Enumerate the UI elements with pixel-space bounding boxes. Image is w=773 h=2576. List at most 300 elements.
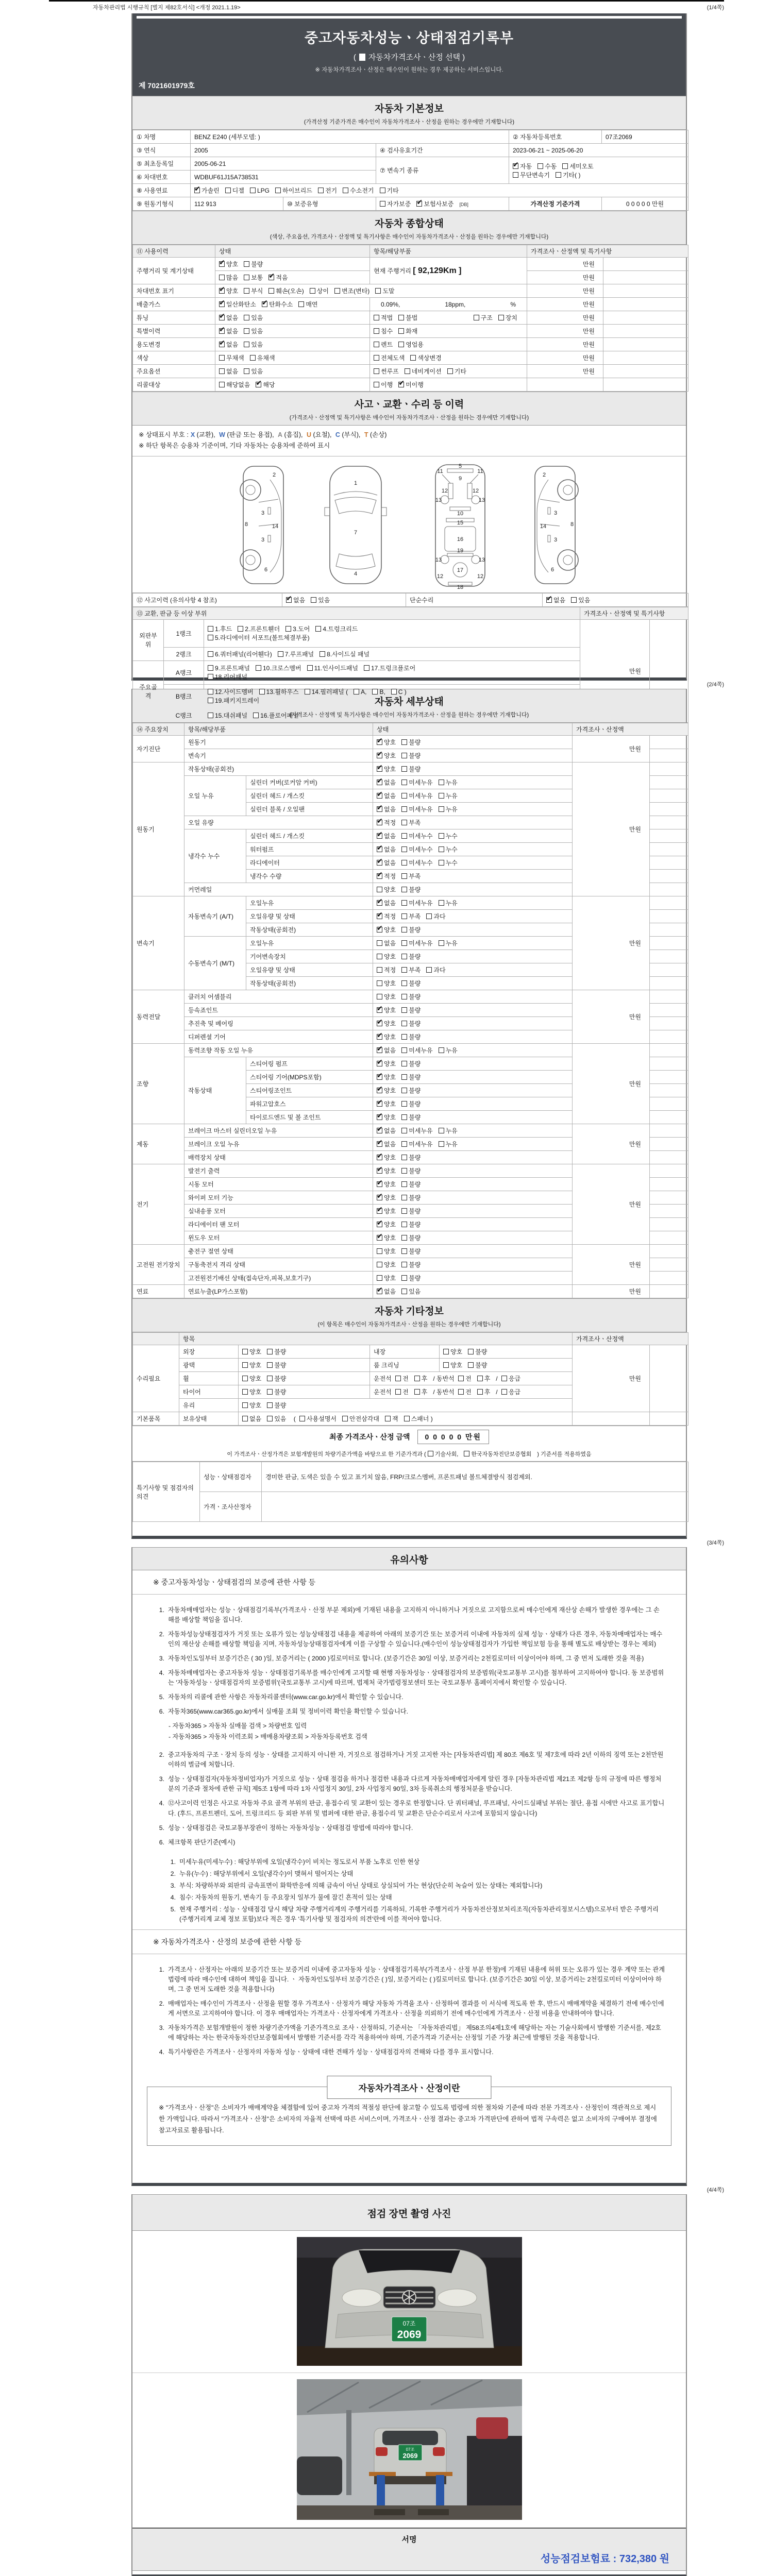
checkbox-option[interactable]: 부족 [401,873,421,880]
checkbox-option[interactable]: ✔양호 [219,261,238,268]
checkbox-icon[interactable] [250,188,256,193]
checkbox-option[interactable]: 3.도어 [285,625,310,633]
checkbox-icon[interactable] [571,597,577,603]
checkbox-icon[interactable] [208,635,213,640]
checkbox-icon[interactable] [395,1376,401,1381]
checkbox-icon[interactable] [267,1416,273,1421]
checkbox-checked-icon[interactable] [377,846,382,852]
checkbox-option[interactable]: 양호 [443,1362,462,1369]
checkbox-icon[interactable] [401,753,407,758]
checkbox-option[interactable]: 누유 [439,792,458,800]
checkbox-icon[interactable] [219,275,225,280]
checkbox-option[interactable]: 불량 [401,1194,421,1201]
checkbox-option[interactable]: 미세누수 [401,833,432,840]
checkbox-icon[interactable] [477,1389,483,1395]
checkbox-icon[interactable] [267,1349,273,1354]
checkbox-option[interactable]: 해당없음 [219,381,250,388]
checkbox-checked-icon[interactable] [416,201,422,207]
checkbox-icon[interactable] [385,1416,391,1421]
checkbox-option[interactable]: ✔ 없음 [546,597,565,604]
checkbox-option[interactable]: 적법 [374,314,393,321]
checkbox-option[interactable]: 있음 [267,1415,286,1422]
checkbox-option[interactable]: ✔ 일산화탄소 [219,301,256,308]
checkbox-icon[interactable] [401,1235,407,1241]
checkbox-icon[interactable] [242,1349,248,1354]
checkbox-option[interactable]: 누유 [439,779,458,786]
checkbox-checked-icon[interactable] [377,779,382,785]
checkbox-option[interactable]: 불량 [401,1154,421,1161]
checkbox-icon[interactable] [513,172,518,178]
checkbox-icon[interactable] [242,1389,248,1395]
checkbox-icon[interactable] [311,597,316,603]
checkbox-option[interactable]: 기타( ) [556,172,581,179]
checkbox-icon[interactable] [405,368,410,374]
checkbox-icon[interactable] [401,1047,407,1053]
checkbox-option[interactable]: LPG [250,187,270,194]
checkbox-option[interactable]: 구조 [474,314,493,321]
checkbox-option[interactable]: 훼손(오손) [268,287,304,295]
checkbox-option[interactable]: 불량 [401,993,421,1001]
checkbox-option[interactable]: 불량 [401,1060,421,1067]
checkbox-option[interactable]: 없음 [242,1415,261,1422]
checkbox-option[interactable]: 양호 [377,993,396,1001]
checkbox-icon[interactable] [447,368,453,374]
checkbox-checked-icon[interactable] [377,1128,382,1133]
checkbox-checked-icon[interactable] [219,342,225,347]
checkbox-icon[interactable] [219,368,225,374]
checkbox-option[interactable]: ✔ 없음 [219,341,238,348]
checkbox-option[interactable]: ✔ 가솔린 [194,187,220,194]
checkbox-checked-icon[interactable] [219,301,225,307]
checkbox-option[interactable]: 전기 [318,187,337,194]
checkbox-option[interactable]: ✔ 양호 [377,1087,396,1094]
checkbox-icon[interactable] [401,940,407,946]
checkbox-icon[interactable] [401,913,407,919]
checkbox-option[interactable]: ✔ 양호 [219,287,238,295]
checkbox-checked-icon[interactable] [268,275,274,280]
checkbox-option[interactable]: ✔ 없음 [377,859,396,867]
checkbox-icon[interactable] [377,967,382,973]
checkbox-option[interactable]: / 동반석 전 [433,1388,472,1396]
checkbox-option[interactable]: ✔ 양호 [377,1234,396,1242]
checkbox-option[interactable]: 13.휠하우스 [259,688,299,696]
checkbox-icon[interactable] [377,1262,382,1267]
checkbox-icon[interactable] [208,689,213,694]
checkbox-option[interactable]: 있음 [401,1288,421,1295]
checkbox-option[interactable]: 적정 [377,967,396,974]
checkbox-icon[interactable] [468,1349,474,1354]
checkbox-checked-icon[interactable] [377,1061,382,1066]
checkbox-option[interactable]: 8.사이드실 패널 [320,651,369,658]
checkbox-icon[interactable] [414,1389,420,1395]
checkbox-option[interactable]: ✔ 양호 [377,1221,396,1228]
checkbox-icon[interactable] [401,1262,407,1267]
checkbox-icon[interactable] [401,793,407,799]
checkbox-icon[interactable] [395,1389,401,1395]
checkbox-option[interactable]: 잭 [385,1415,398,1422]
checkbox-option[interactable]: 양호 [242,1388,261,1396]
checkbox-icon[interactable] [310,288,315,294]
checkbox-option[interactable]: ✔ 없음 [377,779,396,786]
checkbox-option[interactable]: 부식 [244,287,263,295]
checkbox-option[interactable]: 후 [414,1375,428,1382]
checkbox-option[interactable]: ✔ 양호 [377,1074,396,1081]
checkbox-option[interactable]: / 동반석 전 [433,1375,472,1382]
checkbox-checked-icon[interactable] [377,1289,382,1294]
checkbox-icon[interactable] [374,382,379,387]
checkbox-option[interactable]: 한국자동차진단보증협회 [464,1451,531,1458]
checkbox-option[interactable]: ✔ 없음 [377,1141,396,1148]
checkbox-option[interactable]: 불량 [401,1234,421,1242]
checkbox-option[interactable]: 불량 [401,752,421,759]
checkbox-option[interactable]: 불량 [401,1221,421,1228]
checkbox-option[interactable]: 수동 [537,163,557,170]
checkbox-option[interactable]: 영업용 [398,341,424,348]
checkbox-option[interactable]: 화재 [398,328,417,335]
checkbox-checked-icon[interactable] [377,806,382,812]
checkbox-option[interactable]: ✔ 없음 [377,900,396,907]
checkbox-option[interactable]: 불량 [401,886,421,893]
checkbox-checked-icon[interactable] [262,301,267,307]
checkbox-option[interactable]: 기타 [380,187,399,194]
checkbox-icon[interactable] [401,739,407,745]
checkbox-icon[interactable] [225,188,231,193]
checkbox-option[interactable]: 기타 [447,368,466,375]
checkbox-option[interactable]: 12.사이드멤버 [208,688,254,696]
checkbox-icon[interactable] [439,846,444,852]
checkbox-icon[interactable] [298,301,304,307]
checkbox-checked-icon[interactable] [286,597,292,603]
checkbox-option[interactable]: 불량 [401,980,421,987]
checkbox-option[interactable]: 많음 [219,274,238,281]
checkbox-option[interactable]: 불량 [401,1208,421,1215]
checkbox-option[interactable]: 무채색 [219,354,244,362]
checkbox-icon[interactable] [315,626,321,632]
checkbox-icon[interactable] [285,626,291,632]
checkbox-icon[interactable] [398,342,404,347]
checkbox-checked-icon[interactable] [377,753,382,758]
checkbox-icon[interactable] [374,368,379,374]
checkbox-icon[interactable] [253,713,259,718]
checkbox-icon[interactable] [208,651,213,657]
checkbox-option[interactable]: 6.쿼터패널(리어휀다) [208,651,272,658]
checkbox-icon[interactable] [401,1074,407,1080]
checkbox-icon[interactable] [377,940,382,946]
checkbox-option[interactable]: ✔ 없음 [377,1047,396,1054]
checkbox-option[interactable]: 불량 [401,1275,421,1282]
checkbox-icon[interactable] [305,689,310,694]
checkbox-icon[interactable] [443,1349,449,1354]
checkbox-icon[interactable] [439,806,444,812]
checkbox-option[interactable]: 불량 [401,1261,421,1268]
checkbox-icon[interactable] [208,674,213,680]
checkbox-icon[interactable] [426,967,432,973]
checkbox-option[interactable]: 있음 [311,597,330,604]
checkbox-option[interactable]: 불량 [401,953,421,960]
checkbox-option[interactable]: 자가보증 [380,200,411,208]
checkbox-icon[interactable] [342,1416,348,1421]
checkbox-option[interactable]: 누유 [439,1141,458,1148]
checkbox-option[interactable]: ✔ 없음 [377,846,396,853]
checkbox-icon[interactable] [242,1362,248,1368]
checkbox-option[interactable]: 미세누유 [401,1127,432,1134]
checkbox-option[interactable]: 2.프론트휀더 [238,625,280,633]
checkbox-option[interactable]: 18.리어패널 [208,673,247,681]
checkbox-option[interactable]: 스패너 ) [404,1415,433,1422]
checkbox-option[interactable]: ✔ 양호 [377,1060,396,1067]
checkbox-option[interactable]: 15.대쉬패널 [208,712,247,719]
checkbox-icon[interactable] [401,860,407,866]
checkbox-option[interactable]: 이행 [374,381,393,388]
checkbox-option[interactable]: ✔ 해당 [256,381,275,388]
checkbox-icon[interactable] [259,689,265,694]
checkbox-option[interactable]: 과다 [426,967,445,974]
checkbox-icon[interactable] [307,665,313,671]
checkbox-checked-icon[interactable] [377,793,382,799]
checkbox-icon[interactable] [401,806,407,812]
checkbox-option[interactable]: ✔ 없음 [286,597,305,604]
checkbox-option[interactable]: 누수 [439,833,458,840]
checkbox-option[interactable]: 하이브리드 [275,187,312,194]
checkbox-icon[interactable] [267,1402,273,1408]
checkbox-icon[interactable] [439,940,444,946]
checkbox-icon[interactable] [401,846,407,852]
checkbox-icon[interactable] [439,1047,444,1053]
checkbox-icon[interactable] [377,994,382,999]
checkbox-icon[interactable] [401,1088,407,1093]
checkbox-option[interactable]: 불량 [401,739,421,746]
checkbox-icon[interactable] [267,1362,273,1368]
checkbox-icon[interactable] [208,713,213,718]
checkbox-option[interactable]: ✔ 없음 [377,806,396,813]
checkbox-option[interactable]: 누수 [439,846,458,853]
checkbox-option[interactable]: 미세누유 [401,1047,432,1054]
checkbox-option[interactable]: ✔ 양호 [377,766,396,773]
checkbox-checked-icon[interactable] [377,1168,382,1174]
checkbox-icon[interactable] [401,779,407,785]
checkbox-icon[interactable] [439,900,444,906]
checkbox-icon[interactable] [498,315,504,320]
checkbox-checked-icon[interactable] [219,315,225,320]
checkbox-option[interactable]: 불량 [401,1007,421,1014]
checkbox-icon[interactable] [343,188,348,193]
checkbox-option[interactable]: 불량 [267,1388,286,1396]
checkbox-icon[interactable] [401,820,407,825]
checkbox-option[interactable]: 색상변경 [410,354,441,362]
checkbox-icon[interactable] [244,275,249,280]
checkbox-icon[interactable] [556,172,561,178]
checkbox-option[interactable]: 상이 [310,287,329,295]
checkbox-option[interactable]: 도말 [375,287,394,295]
checkbox-option[interactable]: ✔ 없음 [377,833,396,840]
checkbox-checked-icon[interactable] [377,860,382,866]
checkbox-checked-icon[interactable] [377,1034,382,1040]
checkbox-option[interactable]: ✔ 양호 [377,1194,396,1201]
checkbox-option[interactable]: 불량 [267,1375,286,1382]
checkbox-icon[interactable] [267,1389,273,1395]
checkbox-option[interactable]: ✔ 양호 [377,1100,396,1108]
checkbox-checked-icon[interactable] [377,913,382,919]
checkbox-option[interactable]: A, [354,688,366,696]
checkbox-checked-icon[interactable] [194,188,200,193]
checkbox-icon[interactable] [401,1155,407,1160]
checkbox-option[interactable]: 양호 [242,1402,261,1409]
checkbox-icon[interactable] [299,1416,305,1421]
checkbox-option[interactable]: 양호 [242,1348,261,1355]
checkbox-option[interactable]: ✔ 양호 [377,1007,396,1014]
checkbox-option[interactable]: 있음 [571,597,590,604]
checkbox-option[interactable]: 누유 [439,1127,458,1134]
checkbox-checked-icon[interactable] [377,1195,382,1200]
checkbox-option[interactable]: ✔ 미이행 [398,381,424,388]
checkbox-icon[interactable] [401,1141,407,1147]
checkbox-icon[interactable] [256,665,261,671]
checkbox-option[interactable]: 미세누유 [401,940,432,947]
checkbox-icon[interactable] [439,779,444,785]
checkbox-icon[interactable] [401,1181,407,1187]
checkbox-icon[interactable] [439,1128,444,1133]
checkbox-checked-icon[interactable] [377,927,382,933]
checkbox-icon[interactable] [318,188,324,193]
checkbox-icon[interactable] [537,163,543,169]
checkbox-option[interactable]: 미세누수 [401,846,432,853]
checkbox-icon[interactable] [398,315,404,320]
checkbox-icon[interactable] [244,328,249,334]
checkbox-icon[interactable] [238,626,243,632]
checkbox-checked-icon[interactable] [377,1222,382,1227]
checkbox-checked-icon[interactable] [377,1047,382,1053]
checkbox-option[interactable]: 누유 [439,940,458,947]
checkbox-option[interactable]: ✔ 양호 [377,1181,396,1188]
checkbox-checked-icon[interactable] [219,288,225,294]
checkbox-icon[interactable] [401,900,407,906]
checkbox-option[interactable]: ✔ 양호 [377,1154,396,1161]
checkbox-icon[interactable] [401,980,407,986]
checkbox-icon[interactable] [464,1451,469,1456]
checkbox-option[interactable]: 11.인사이드패널 [307,665,358,672]
checkbox-icon[interactable] [401,1195,407,1200]
checkbox-option[interactable]: ✔ 적음 [268,274,288,281]
checkbox-checked-icon[interactable] [377,1155,382,1160]
price-option-checkbox-icon[interactable] [359,54,365,61]
checkbox-option[interactable]: 9.프론트패널 [208,665,250,672]
checkbox-icon[interactable] [364,665,369,671]
checkbox-icon[interactable] [501,1376,507,1381]
checkbox-option[interactable]: 썬루프 [374,368,399,375]
checkbox-checked-icon[interactable] [219,261,225,267]
checkbox-option[interactable]: 17.트렁크플로어 [364,665,415,672]
checkbox-option[interactable]: 불량 [267,1348,286,1355]
checkbox-option[interactable]: 불량 [267,1402,286,1409]
checkbox-icon[interactable] [334,288,340,294]
checkbox-option[interactable]: 미세누유 [401,779,432,786]
checkbox-icon[interactable] [208,698,213,703]
checkbox-icon[interactable] [401,1289,407,1294]
checkbox-option[interactable]: 안전삼각대 [342,1415,379,1422]
checkbox-option[interactable]: ✔ 보험사보증 [416,200,453,208]
checkbox-icon[interactable] [401,927,407,933]
checkbox-icon[interactable] [377,980,382,986]
checkbox-icon[interactable] [401,1248,407,1254]
checkbox-option[interactable]: 후 [477,1388,491,1396]
checkbox-icon[interactable] [244,288,249,294]
checkbox-icon[interactable] [468,1362,474,1368]
checkbox-icon[interactable] [401,1101,407,1107]
checkbox-option[interactable]: 과다 [426,913,445,920]
checkbox-option[interactable]: 불량 [401,926,421,934]
checkbox-icon[interactable] [401,954,407,959]
checkbox-option[interactable]: 없음 [377,940,396,947]
checkbox-checked-icon[interactable] [256,382,261,387]
checkbox-option[interactable]: 미세누유 [401,792,432,800]
checkbox-option[interactable]: 양호 [377,1275,396,1282]
checkbox-option[interactable]: / 응급 [496,1388,521,1396]
checkbox-option[interactable]: ✔ 적정 [377,913,396,920]
checkbox-checked-icon[interactable] [377,1208,382,1214]
checkbox-icon[interactable] [377,954,382,959]
checkbox-checked-icon[interactable] [377,1114,382,1120]
checkbox-option[interactable]: 변조(변타) [334,287,369,295]
checkbox-option[interactable]: / 응급 [496,1375,521,1382]
checkbox-option[interactable]: 있음 [244,314,263,321]
checkbox-icon[interactable] [426,913,432,919]
checkbox-option[interactable]: 양호 [377,1261,396,1268]
checkbox-option[interactable]: C ) [391,688,407,696]
checkbox-option[interactable]: 있음 [244,368,263,375]
checkbox-icon[interactable] [401,1034,407,1040]
checkbox-option[interactable]: 장치 [498,314,517,321]
checkbox-option[interactable]: 불량 [401,766,421,773]
checkbox-option[interactable]: 유채색 [250,354,275,362]
checkbox-option[interactable]: 미세누유 [401,900,432,907]
checkbox-checked-icon[interactable] [377,739,382,745]
checkbox-option[interactable]: 기술사회, [428,1451,459,1458]
checkbox-icon[interactable] [458,1376,464,1381]
checkbox-option[interactable]: 누유 [439,1047,458,1054]
checkbox-option[interactable]: 10.크로스멤버 [256,665,301,672]
checkbox-icon[interactable] [401,1007,407,1013]
checkbox-option[interactable]: 불량 [401,1248,421,1255]
checkbox-icon[interactable] [401,1128,407,1133]
checkbox-option[interactable]: ✔ 양호 [377,1167,396,1175]
checkbox-icon[interactable] [401,833,407,839]
checkbox-option[interactable]: 있음 [244,328,263,335]
checkbox-checked-icon[interactable] [219,328,225,334]
checkbox-option[interactable]: 침수 [374,328,393,335]
checkbox-icon[interactable] [208,626,213,632]
checkbox-icon[interactable] [474,315,479,320]
checkbox-icon[interactable] [477,1376,483,1381]
checkbox-checked-icon[interactable] [377,1088,382,1093]
checkbox-checked-icon[interactable] [377,1181,382,1187]
checkbox-icon[interactable] [244,315,249,320]
checkbox-option[interactable]: 불량 [401,1114,421,1121]
checkbox-checked-icon[interactable] [377,873,382,879]
checkbox-option[interactable]: 세미오토 [562,163,593,170]
checkbox-icon[interactable] [439,860,444,866]
checkbox-option[interactable]: 1.후드 [208,625,232,633]
checkbox-option[interactable]: 렌트 [374,341,393,348]
checkbox-checked-icon[interactable] [377,1021,382,1026]
checkbox-option[interactable]: ✔ 없음 [377,792,396,800]
checkbox-option[interactable]: 미세누유 [401,806,432,813]
checkbox-option[interactable]: ( 사용설명서 [292,1415,337,1422]
checkbox-icon[interactable] [377,1248,382,1254]
checkbox-checked-icon[interactable] [377,1074,382,1080]
checkbox-option[interactable]: ✔ 양호 [377,1020,396,1027]
checkbox-option[interactable]: 없음 [219,368,238,375]
checkbox-option[interactable]: 19.패키지트레이 [208,697,259,704]
